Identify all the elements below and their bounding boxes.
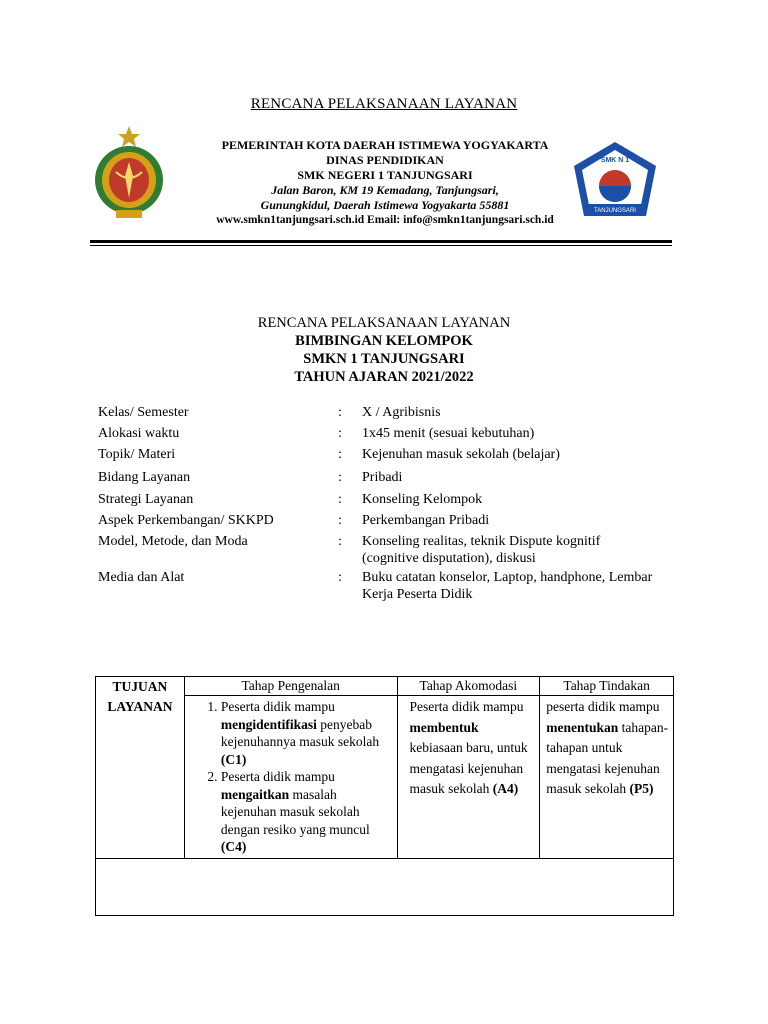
- info-colon: :: [338, 513, 342, 528]
- item-keyword: mengaitkan: [220, 786, 290, 802]
- item-keyword: membentuk: [409, 719, 479, 735]
- info-colon: :: [338, 426, 342, 441]
- info-label: Bidang Layanan: [98, 470, 191, 485]
- school-logo: [572, 140, 658, 220]
- table-row: [96, 858, 674, 915]
- header-tindakan: Tahap Tindakan: [540, 677, 674, 696]
- letterhead-address-1: Jalan Baron, KM 19 Kemadang, Tanjungsari,: [271, 183, 499, 197]
- letterhead-contact: www.smkn1tanjungsari.sch.id Email: info@smkn1tanjungsari.sch.id: [216, 214, 554, 226]
- info-label: Model, Metode, dan Moda: [98, 534, 248, 549]
- objectives-label-cell: [96, 677, 185, 859]
- item-code: (C4): [220, 839, 247, 854]
- info-colon: :: [338, 447, 342, 462]
- info-label: Media dan Alat: [98, 570, 185, 585]
- item-keyword: menentukan: [546, 719, 619, 735]
- info-colon: :: [338, 534, 342, 549]
- school-logo-bottom-text: TANJUNGSARI: [594, 208, 636, 214]
- info-value: Konseling realitas, teknik Dispute kognitif: [362, 534, 601, 549]
- info-value: Buku catatan konselor, Laptop, handphone, Lembar: [362, 570, 653, 585]
- list-item: [221, 768, 393, 856]
- akomodasi-text: [398, 696, 540, 802]
- plan-heading-line1: RENCANA PELAKSANAAN LAYANAN: [257, 315, 511, 331]
- school-logo-top-text: SMK N 1: [600, 157, 630, 164]
- info-value: Perkembangan Pribadi: [362, 513, 490, 528]
- item-code: (C1): [220, 751, 247, 767]
- item-text: Peserta didik mampu: [409, 699, 524, 714]
- info-row: [98, 569, 688, 603]
- info-row: [98, 446, 688, 463]
- info-row: [98, 491, 688, 508]
- info-value: 1x45 menit (sesuai kebutuhan): [362, 426, 535, 441]
- item-text: Peserta didik mampu: [220, 699, 335, 714]
- item-code: (A4): [492, 781, 519, 796]
- plan-heading-line4: TAHUN AJARAN 2021/2022: [294, 369, 474, 385]
- info-colon: :: [338, 405, 342, 420]
- info-value-continued: (cognitive disputation), diskusi: [362, 551, 536, 566]
- objectives-label-line2: LAYANAN: [107, 699, 173, 714]
- info-colon: :: [338, 470, 342, 485]
- info-row: [98, 533, 688, 567]
- item-keyword: mengidentifikasi: [220, 716, 317, 732]
- letterhead-divider-thick: [90, 240, 672, 243]
- plan-heading: [0, 314, 768, 386]
- item-text: kebiasaan baru, untuk mengatasi kejenuhan masuk sekolah: [409, 740, 528, 796]
- letterhead-line-government: PEMERINTAH KOTA DAERAH ISTIMEWA YOGYAKARTA: [221, 138, 549, 152]
- info-label: Aspek Perkembangan/ SKKPD: [98, 513, 274, 528]
- cell-tindakan: [540, 696, 674, 859]
- item-text: tahapan-tahapan untuk mengatasi kejenuhan masuk sekolah: [546, 719, 669, 796]
- empty-cell: [96, 858, 674, 915]
- item-text: peserta didik mampu: [546, 699, 660, 714]
- info-label: Topik/ Materi: [98, 447, 176, 462]
- province-emblem-logo: [92, 126, 166, 222]
- info-row: [98, 425, 688, 442]
- pengenalan-list: [185, 696, 397, 858]
- item-code: (P5): [629, 781, 654, 796]
- item-text: Peserta didik mampu: [220, 769, 335, 784]
- list-item: [221, 698, 393, 768]
- table-row: [96, 677, 674, 696]
- plan-info-list: [98, 404, 688, 603]
- info-colon: :: [338, 570, 342, 585]
- info-row: [98, 404, 688, 421]
- letterhead-line-office: DINAS PENDIDIKAN: [326, 153, 444, 167]
- info-value: Konseling Kelompok: [362, 492, 483, 507]
- info-colon: :: [338, 492, 342, 507]
- info-value: X / Agribisnis: [362, 405, 441, 420]
- objectives-table: [95, 676, 674, 916]
- objectives-label-line1: TUJUAN: [112, 679, 168, 694]
- item-text: penyebab kejenuhannya masuk sekolah: [220, 716, 380, 749]
- info-label: Alokasi waktu: [98, 426, 180, 441]
- cell-pengenalan: [184, 696, 397, 859]
- letterhead-address-2: Gunungkidul, Daerah Istimewa Yogyakarta 55881: [260, 198, 510, 212]
- header-pengenalan: Tahap Pengenalan: [184, 677, 397, 696]
- tindakan-text: [540, 696, 673, 802]
- info-value: Kejenuhan masuk sekolah (belajar): [362, 447, 560, 462]
- header-akomodasi: Tahap Akomodasi: [397, 677, 540, 696]
- letterhead-text: [180, 138, 590, 228]
- info-value: Pribadi: [362, 470, 403, 485]
- info-label: Strategi Layanan: [98, 492, 194, 507]
- item-text: masalah kejenuhan masuk sekolah dengan resiko yang muncul: [220, 786, 370, 837]
- info-label: Kelas/ Semester: [98, 405, 189, 420]
- letterhead-line-school: SMK NEGERI 1 TANJUNGSARI: [297, 168, 473, 182]
- info-row: [98, 469, 688, 486]
- cell-akomodasi: [397, 696, 540, 859]
- info-row: [98, 512, 688, 529]
- letterhead-divider-thin: [90, 245, 672, 246]
- document-title: RENCANA PELAKSANAAN LAYANAN: [250, 96, 518, 112]
- info-value-continued: Kerja Peserta Didik: [362, 587, 473, 602]
- plan-heading-line2: BIMBINGAN KELOMPOK: [295, 333, 473, 349]
- plan-heading-line3: SMKN 1 TANJUNGSARI: [303, 351, 465, 367]
